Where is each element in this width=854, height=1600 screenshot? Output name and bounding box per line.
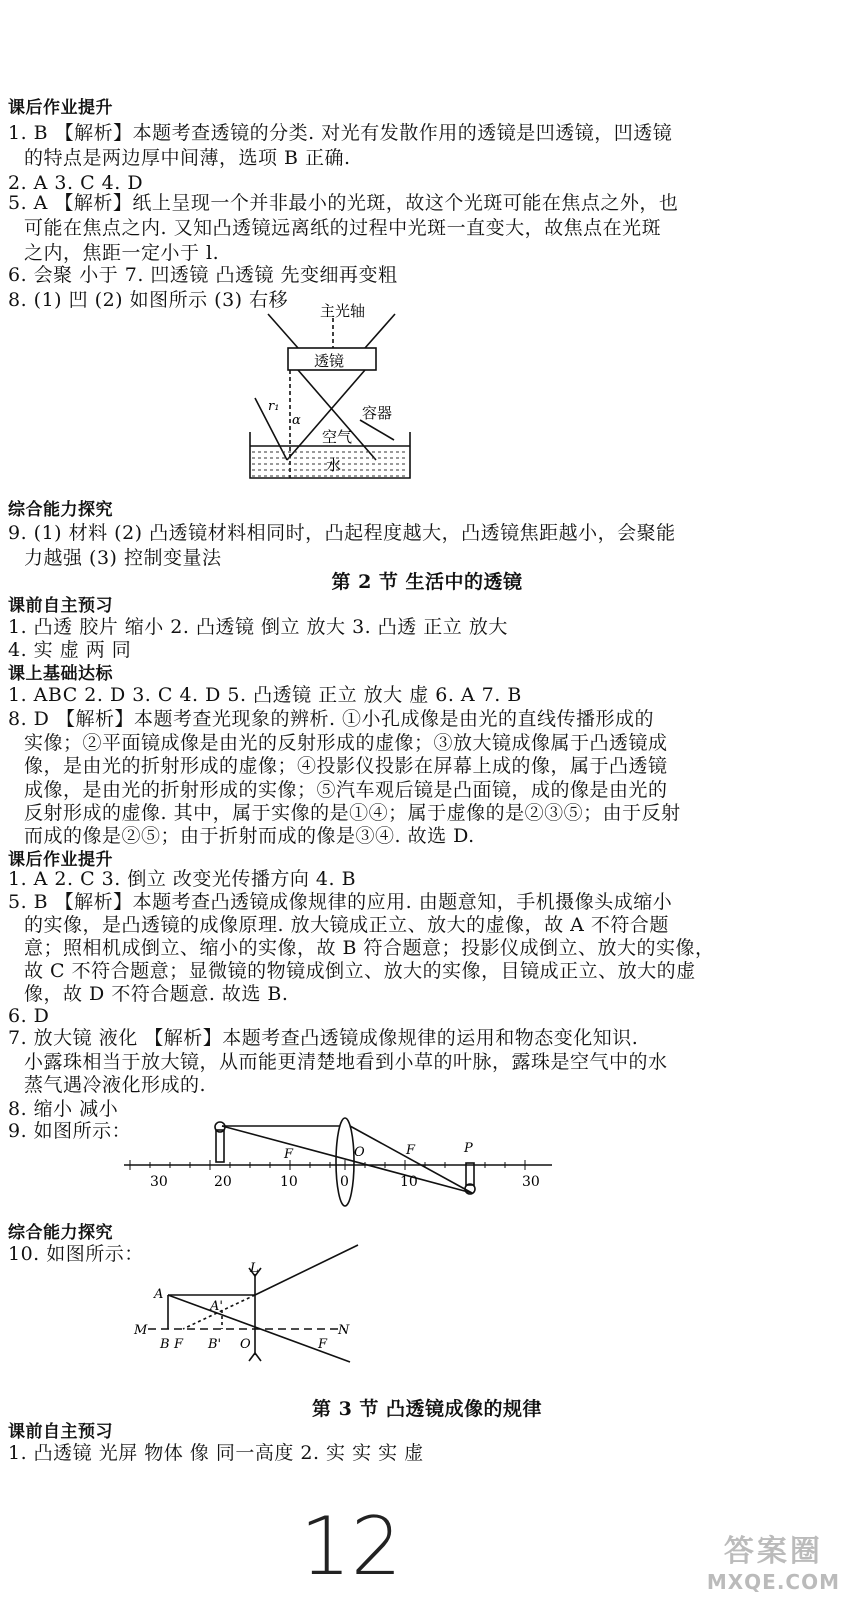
water-label: 水: [326, 456, 342, 474]
focus-left-label: F: [174, 1337, 184, 1352]
point-a-label: A: [154, 1287, 164, 1302]
text-line: 可能在焦点之内. 又知凸透镜远离纸的过程中光斑一直变大，故焦点在光斑: [24, 217, 662, 239]
point-p-label: P: [464, 1141, 473, 1156]
point-a-prime-label: A': [210, 1299, 223, 1314]
text-line: 之内，焦距一定小于 l.: [24, 242, 220, 264]
section-heading: 综合能力探究: [8, 1223, 113, 1243]
main-axis-label: 主光轴: [320, 302, 366, 320]
candle-image: [466, 1163, 474, 1185]
point-m-label: M: [134, 1323, 148, 1338]
section-heading: 课前自主预习: [8, 1422, 113, 1442]
container-label: 容器: [362, 404, 393, 422]
text-line: 力越强 (3) 控制变量法: [24, 547, 222, 569]
lens-l-label: L: [250, 1261, 259, 1276]
text-line: 9. 如图所示：: [8, 1120, 132, 1142]
focus-left-label: F: [284, 1147, 294, 1162]
text-line: 8. 缩小 减小: [8, 1098, 119, 1120]
text-line: 1. B 【解析】本题考查透镜的分类. 对光有发散作用的透镜是凹透镜，凹透镜: [8, 122, 673, 144]
tick-label: 10: [400, 1174, 418, 1190]
text-line: 像，故 D 不符合题意. 故选 B.: [24, 983, 289, 1005]
text-line: 成像，是由光的折射形成的实像；⑤汽车观后镜是凸面镜，成的像是由光的: [24, 779, 668, 801]
tick-label: 30: [150, 1174, 168, 1190]
text-line: 1. 凸透 胶片 缩小 2. 凸透镜 倒立 放大 3. 凸透 正立 放大: [8, 616, 508, 638]
r1-label: r₁: [268, 399, 280, 414]
text-line: 7. 放大镜 液化 【解析】本题考查凸透镜成像规律的运用和物态变化知识.: [8, 1027, 639, 1049]
section-heading: 综合能力探究: [8, 500, 113, 520]
lens-box: [288, 348, 376, 370]
text-line: 意；照相机成倒立、缩小的实像，故 B 符合题意；投影仪成倒立、放大的实像，: [24, 937, 715, 959]
text-line: 5. B 【解析】本题考查凸透镜成像规律的应用. 由题意知，手机摄像头成缩小: [8, 891, 673, 913]
fig1-lines: [250, 314, 410, 478]
section-heading: 课后作业提升: [8, 850, 113, 870]
text-line: 的特点是两边厚中间薄，选项 B 正确.: [24, 147, 351, 169]
text-line: 蒸气遇冷液化形成的.: [24, 1074, 207, 1096]
text-line: 的实像，是凸透镜的成像原理. 放大镜成正立、放大的虚像，故 A 不符合题: [24, 914, 669, 936]
text-line: 反射形成的虚像. 其中，属于实像的是①④；属于虚像的是②③⑤；由于反射: [24, 802, 681, 824]
water-hatch: [252, 452, 408, 476]
section-heading: 课后作业提升: [8, 98, 113, 118]
text-line: 9. (1) 材料 (2) 凸透镜材料相同时，凸起程度越大，凸透镜焦距越小，会聚能: [8, 522, 676, 544]
text-line: 6. 会聚 小于 7. 凹透镜 凸透镜 先变细再变粗: [8, 264, 398, 286]
section-heading: 课上基础达标: [8, 664, 113, 684]
watermark-url: MXQE.COM: [706, 1570, 840, 1594]
text-line: 10. 如图所示：: [8, 1243, 144, 1265]
text-line: 5. A 【解析】纸上呈现一个并非最小的光斑，故这个光斑可能在焦点之外，也: [8, 192, 679, 214]
text-line: 而成的像是②⑤；由于折射而成的像是③④. 故选 D.: [24, 825, 475, 847]
tick-label: 20: [214, 1174, 232, 1190]
tick-label: 0: [340, 1174, 349, 1190]
text-line: 8. D 【解析】本题考查光现象的辨析. ①小孔成像是由光的直线传播形成的: [8, 708, 655, 730]
bench-ticks: [130, 1160, 525, 1170]
point-b-label: B: [160, 1337, 170, 1352]
lens-label: 透镜: [314, 352, 345, 370]
text-line: 像，是由光的折射形成的虚像；④投影仪投影在屏幕上成的像，属于凸透镜: [24, 755, 668, 777]
text-line: 1. 凸透镜 光屏 物体 像 同一高度 2. 实 实 实 虚: [8, 1442, 424, 1464]
optical-center-label: O: [354, 1145, 365, 1160]
text-line: 1. ABC 2. D 3. C 4. D 5. 凸透镜 正立 放大 虚 6. A 7. B: [8, 684, 522, 706]
section-title: 第 3 节 凸透镜成像的规律: [311, 1398, 543, 1420]
text-line: 故 C 不符合题意；显微镜的物镜成倒立、放大的实像，目镜成正立、放大的虚: [24, 960, 696, 982]
text-line: 8. (1) 凹 (2) 如图所示 (3) 右移: [8, 289, 289, 311]
point-n-label: N: [338, 1323, 350, 1338]
section-heading: 课前自主预习: [8, 596, 113, 616]
watermark: [707, 1526, 840, 1594]
point-b-prime-label: B': [208, 1337, 222, 1352]
focus-right-label: F: [318, 1337, 328, 1352]
text-line: 6. D: [8, 1005, 50, 1027]
focus-right-label: F: [406, 1143, 416, 1158]
tick-label: 30: [522, 1174, 540, 1190]
text-line: 小露珠相当于放大镜，从而能更清楚地看到小草的叶脉，露珠是空气中的水: [24, 1051, 668, 1073]
text-line: 4. 实 虚 两 同: [8, 639, 132, 661]
alpha-label: α: [292, 413, 301, 428]
section-title: 第 2 节 生活中的透镜: [331, 571, 523, 593]
tick-label: 10: [280, 1174, 298, 1190]
text-line: 实像；②平面镜成像是由光的反射形成的虚像；③放大镜成像属于凸透镜成: [24, 732, 668, 754]
air-label: 空气: [322, 428, 353, 446]
text-line: 2. A 3. C 4. D: [8, 172, 144, 194]
text-line: 1. A 2. C 3. 倒立 改变光传播方向 4. B: [8, 868, 357, 890]
page-number: 12: [300, 1500, 402, 1593]
optical-center-label: O: [240, 1337, 251, 1352]
watermark-title: 答案圈: [723, 1534, 823, 1569]
